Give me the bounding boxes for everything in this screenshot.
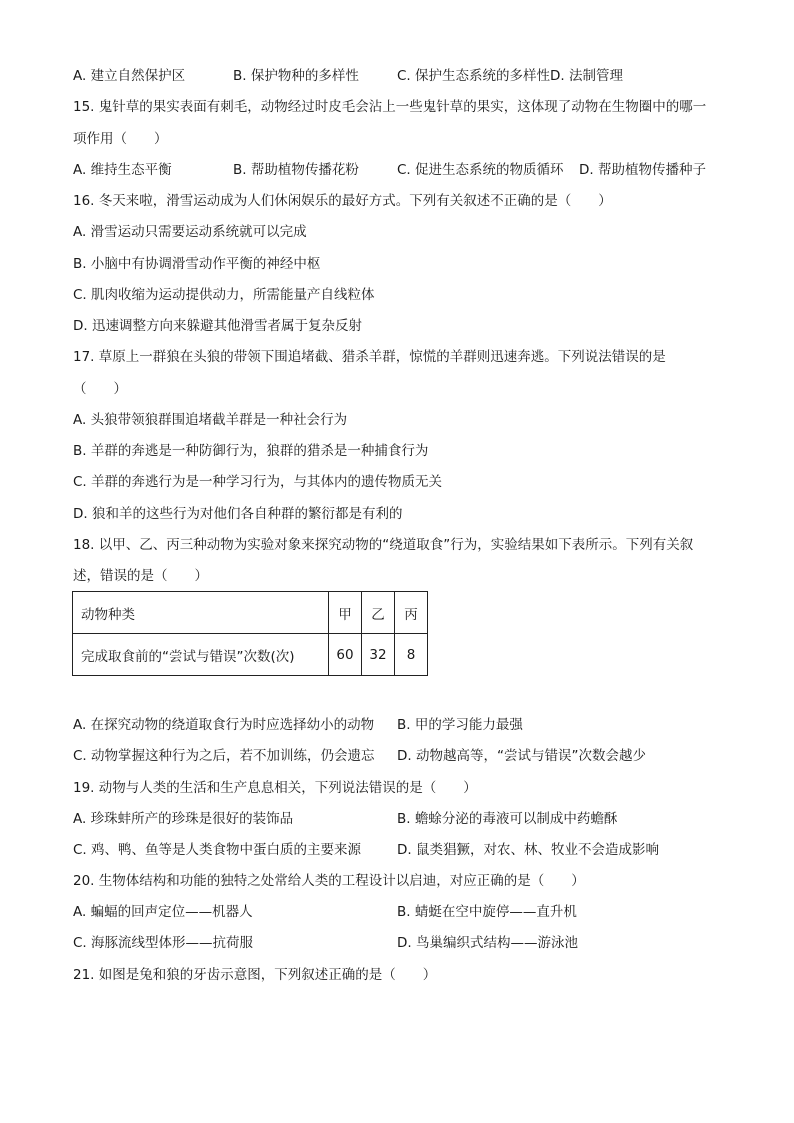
q17-option-b: B. 羊群的奔逃是一种防御行为，狼群的猎杀是一种捕食行为: [73, 443, 429, 459]
q17-stem-line2: （ ）: [73, 381, 127, 397]
q15-stem-line2: 项作用（ ）: [73, 131, 168, 147]
q15-option-b: B. 帮助植物传播花粉: [233, 162, 359, 178]
q16-option-a: A. 滑雪运动只需要运动系统就可以完成: [73, 224, 307, 240]
q19-option-d: D. 鼠类猖獗，对农、林、牧业不会造成影响: [397, 842, 659, 858]
q19-option-b: B. 蟾蜍分泌的毒液可以制成中药蟾酥: [397, 811, 618, 827]
q19-option-c: C. 鸡、鸭、鱼等是人类食物中蛋白质的主要来源: [73, 842, 362, 858]
table-cell-bing-value: 8: [395, 634, 428, 676]
q18-option-b: B. 甲的学习能力最强: [397, 717, 523, 733]
table-row: [73, 634, 428, 676]
q14-option-b: B. 保护物种的多样性: [233, 68, 359, 84]
q18-stem-line1: 18. 以甲、乙、丙三种动物为实验对象来探究动物的“绕道取食”行为，实验结果如下表所示。下列有关叙: [73, 537, 694, 553]
q15-option-a: A. 维持生态平衡: [73, 162, 172, 178]
q16-option-b: B. 小脑中有协调滑雪动作平衡的神经中枢: [73, 256, 321, 272]
q17-option-c: C. 羊群的奔逃行为是一种学习行为，与其体内的遗传物质无关: [73, 474, 443, 490]
q21-stem: 21. 如图是兔和狼的牙齿示意图，下列叙述正确的是（ ）: [73, 967, 437, 983]
q20-option-c: C. 海豚流线型体形——抗荷服: [73, 935, 254, 951]
q17-option-a: A. 头狼带领狼群围追堵截羊群是一种社会行为: [73, 412, 348, 428]
q14-option-a: A. 建立自然保护区: [73, 68, 186, 84]
table-header-bing: 丙: [395, 592, 428, 634]
q20-option-d: D. 鸟巢编织式结构——游泳池: [397, 935, 578, 951]
q16-stem: 16. 冬天来啦，滑雪运动成为人们休闲娱乐的最好方式。下列有关叙述不正确的是（ ）: [73, 193, 612, 209]
table-cell-jia-value: 60: [329, 634, 362, 676]
q16-option-d: D. 迅速调整方向来躲避其他滑雪者属于复杂反射: [73, 318, 362, 334]
table-header-jia: 甲: [329, 592, 362, 634]
q14-option-c-d: C. 保护生态系统的多样性D. 法制管理: [397, 68, 623, 84]
q15-option-d: D. 帮助植物传播种子: [579, 162, 706, 178]
q19-stem: 19. 动物与人类的生活和生产息息相关，下列说法错误的是（ ）: [73, 780, 477, 796]
q18-option-c: C. 动物掌握这种行为之后，若不加训练，仍会遗忘: [73, 748, 375, 764]
q18-results-table: [72, 591, 428, 676]
q20-stem: 20. 生物体结构和功能的独特之处常给人类的工程设计以启迪，对应正确的是（ ）: [73, 873, 585, 889]
q16-option-c: C. 肌肉收缩为运动提供动力，所需能量产自线粒体: [73, 287, 375, 303]
q17-stem-line1: 17. 草原上一群狼在头狼的带领下围追堵截、猎杀羊群，惊慌的羊群则迅速奔逃。下列说法错误的是: [73, 349, 666, 365]
table-header-row: [73, 592, 428, 634]
q20-option-b: B. 蜻蜓在空中旋停——直升机: [397, 904, 577, 920]
q15-option-c: C. 促进生态系统的物质循环: [397, 162, 564, 178]
q17-option-d: D. 狼和羊的这些行为对他们各自种群的繁衍都是有利的: [73, 506, 403, 522]
q18-option-a: A. 在探究动物的绕道取食行为时应选择幼小的动物: [73, 717, 375, 733]
q18-stem-line2: 述，错误的是（ ）: [73, 568, 208, 584]
q20-option-a: A. 蝙蝠的回声定位——机器人: [73, 904, 253, 920]
table-header-yi: 乙: [362, 592, 395, 634]
q18-option-d: D. 动物越高等，“尝试与错误”次数会越少: [397, 748, 646, 764]
table-header-animal-type: 动物种类: [73, 592, 329, 634]
q15-stem-line1: 15. 鬼针草的果实表面有刺毛，动物经过时皮毛会沾上一些鬼针草的果实，这体现了动物在生物圈中的哪一: [73, 99, 707, 115]
table-cell-trial-count-label: 完成取食前的“尝试与错误”次数(次): [73, 634, 329, 676]
table-cell-yi-value: 32: [362, 634, 395, 676]
q19-option-a: A. 珍珠蚌所产的珍珠是很好的装饰品: [73, 811, 294, 827]
